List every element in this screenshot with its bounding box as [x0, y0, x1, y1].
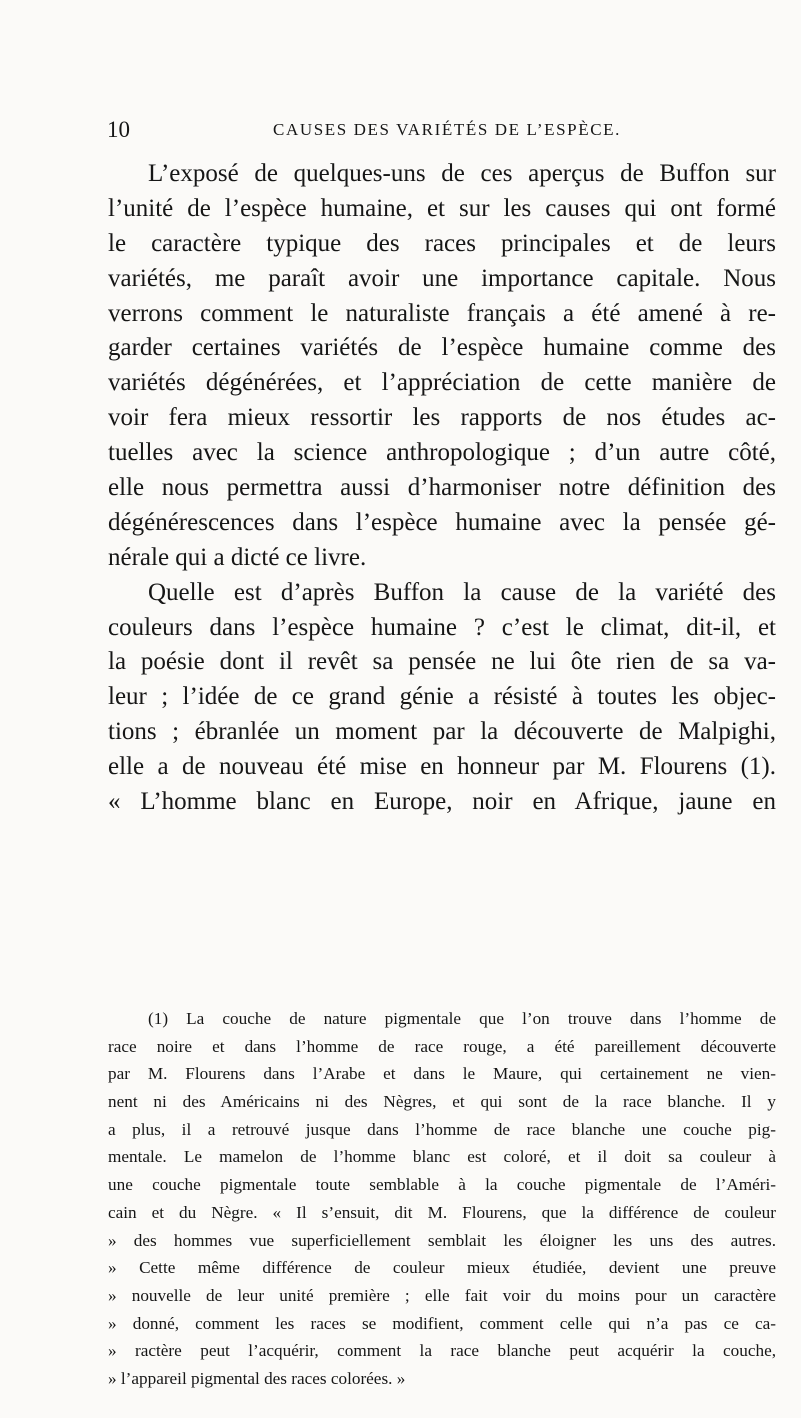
footnote-line: » nouvelle de leur unité première ; elle fait voir du moins pour un caractère: [108, 1285, 776, 1305]
text-line: dégénérescences dans l’espèce humaine avec la pensée gé-: [108, 508, 776, 536]
text-line: L’exposé de quelques-uns de ces aperçus de Buffon sur: [148, 160, 776, 187]
text-line: elle nous permettra aussi d’harmoniser notre définition des: [108, 474, 776, 502]
running-title: CAUSES DES VARIÉTÉS DE L’ESPÈCE.: [273, 120, 621, 139]
footnote-line: a plus, il a retrouvé jusque dans l’homme de race blanche une couche pig-: [108, 1119, 776, 1139]
body-text: [108, 157, 776, 820]
footnote-line: cain et du Nègre. « Il s’ensuit, dit M. Flourens, que la différence de couleur: [108, 1202, 776, 1222]
text-line: variétés, me paraît avoir une importance capitale. Nous: [108, 264, 776, 292]
text-line: voir fera mieux ressortir les rapports de nos études ac-: [108, 404, 776, 432]
text-line: couleurs dans l’espèce humaine ? c’est le climat, dit-il, et: [108, 613, 776, 641]
text-line: verrons comment le naturaliste français a été amené à re-: [108, 299, 776, 327]
text-line: garder certaines variétés de l’espèce humaine comme des: [108, 334, 776, 362]
footnote-line: une couche pigmentale toute semblable à la couche pigmentale de l’Améri-: [108, 1175, 776, 1195]
text-line: nérale qui a dicté ce livre.: [108, 543, 367, 571]
text-line: tuelles avec la science anthropologique ; d’un autre côté,: [108, 439, 776, 467]
footnote-line: par M. Flourens dans l’Arabe et dans le Maure, qui certainement ne vien-: [108, 1064, 776, 1084]
text-line: le caractère typique des races principales et de leurs: [108, 229, 776, 257]
text-line: « L’homme blanc en Europe, noir en Afrique, jaune en: [108, 788, 776, 816]
footnote-line: (1) La couche de nature pigmentale que l’on trouve dans l’homme de: [148, 1009, 776, 1028]
footnote-line: nent ni des Américains ni des Nègres, et qui sont de la race blanche. Il y: [108, 1092, 776, 1112]
text-line: elle a de nouveau été mise en honneur par M. Flourens (1).: [108, 753, 776, 781]
page-number: 10: [107, 117, 130, 142]
text-line: variétés dégénérées, et l’appréciation de cette manière de: [108, 369, 776, 397]
footnote-line: » des hommes vue superficiellement semblait les éloigner les uns des autres.: [108, 1230, 776, 1250]
running-head: [107, 116, 777, 144]
footnote-line: » Cette même différence de couleur mieux étudiée, devient une preuve: [108, 1258, 776, 1278]
footnote-line: race noire et dans l’homme de race rouge, a été pareillement découverte: [108, 1036, 776, 1056]
footnote-line: » l’appareil pigmental des races colorées. »: [108, 1368, 406, 1388]
footnote-line: » ractère peut l’acquérir, comment la race blanche peut acquérir la couche,: [108, 1341, 776, 1361]
text-line: Quelle est d’après Buffon la cause de la variété des: [148, 578, 776, 606]
text-line: la poésie dont il revêt sa pensée ne lui ôte rien de sa va-: [108, 648, 776, 676]
text-line: l’unité de l’espèce humaine, et sur les causes qui ont formé: [108, 194, 776, 222]
text-line: tions ; ébranlée un moment par la découverte de Malpighi,: [108, 718, 776, 746]
text-line: leur ; l’idée de ce grand génie a résisté à toutes les objec-: [108, 683, 776, 711]
footnote-line: » donné, comment les races se modifient, comment celle qui n’a pas ce ca-: [108, 1313, 776, 1333]
footnote: [108, 1005, 776, 1393]
footnote-line: mentale. Le mamelon de l’homme blanc est coloré, et il doit sa couleur à: [108, 1147, 776, 1167]
